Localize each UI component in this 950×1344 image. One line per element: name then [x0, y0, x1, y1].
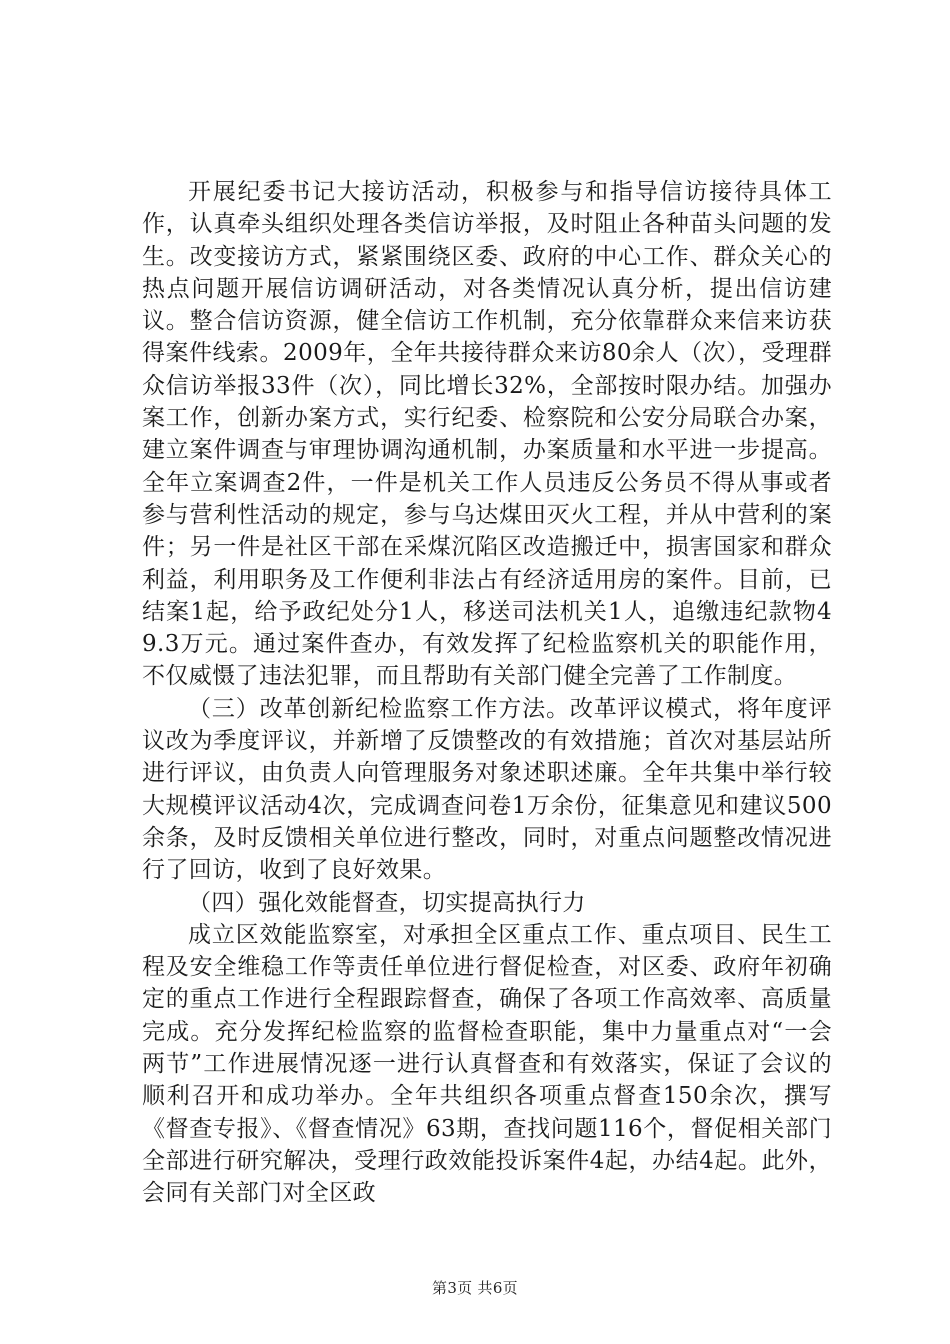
- page-number-footer: 第3页 共6页: [432, 1279, 518, 1297]
- paragraph-petition-work: 开展纪委书记大接访活动，积极参与和指导信访接待具体工作，认真牵头组织处理各类信访举报，及时阻止各种苗头问题的发生。改变接访方式，紧紧围绕区委、政府的中心工作、群众关心的热点问题开展信访调研活动，对各类情况认真分析，提出信访建议。整合信访资源，健全信访工作机制，充分依靠群众来信来访获得案件线索。2009年，全年共接待群众来访80余人（次），受理群众信访举报33件（次），同比增长32%，全部按时限办结。加强办案工作，创新办案方式，实行纪委、检察院和公安分局联合办案，建立案件调查与审理协调沟通机制，办案质量和水平进一步提高。全年立案调查2件，一件是机关工作人员违反公务员不得从事或者参与营利性活动的规定，参与乌达煤田灭火工程，并从中营利的案件；另一件是社区干部在采煤沉陷区改造搬迁中，损害国家和群众利益，利用职务及工作便利非法占有经济适用房的案件。目前，已结案1起，给予政纪处分1人，移送司法机关1人，追缴违纪款物49.3万元。通过案件查办，有效发挥了纪检监察机关的职能作用，不仅威慑了违法犯罪，而且帮助有关部门健全完善了工作制度。: [142, 179, 832, 690]
- paragraph-efficiency-supervision: 成立区效能监察室，对承担全区重点工作、重点项目、民生工程及安全维稳工作等责任单位进行督促检查，对区委、政府年初确定的重点工作进行全程跟踪督查，确保了各项工作高效率、高质量完成。充分发挥纪检监察的监督检查职能，集中力量重点对“一会两节”工作进展情况逐一进行认真督查和有效落实，保证了会议的顺利召开和成功举办。全年共组织各项重点督查150余次，撰写《督查专报》、《督查情况》63期，查找问题116个，督促相关部门全部进行研究解决，受理行政效能投诉案件4起，办结4起。此外，会同有关部门对全区政: [142, 921, 832, 1207]
- paragraph-reform-methods: （三）改革创新纪检监察工作方法。改革评议模式，将年度评议改为季度评议，并新增了反馈整改的有效措施；首次对基层站所进行评议，由负责人向管理服务对象述职述廉。全年共集中举行较大规模评议活动4次，完成调查问卷1万余份，征集意见和建议500余条，及时反馈相关单位进行整改，同时，对重点问题整改情况进行了回访，收到了良好效果。: [142, 695, 832, 884]
- document-body: [142, 176, 832, 1210]
- section-heading-efficiency: （四）强化效能督查，切实提高执行力: [188, 889, 586, 916]
